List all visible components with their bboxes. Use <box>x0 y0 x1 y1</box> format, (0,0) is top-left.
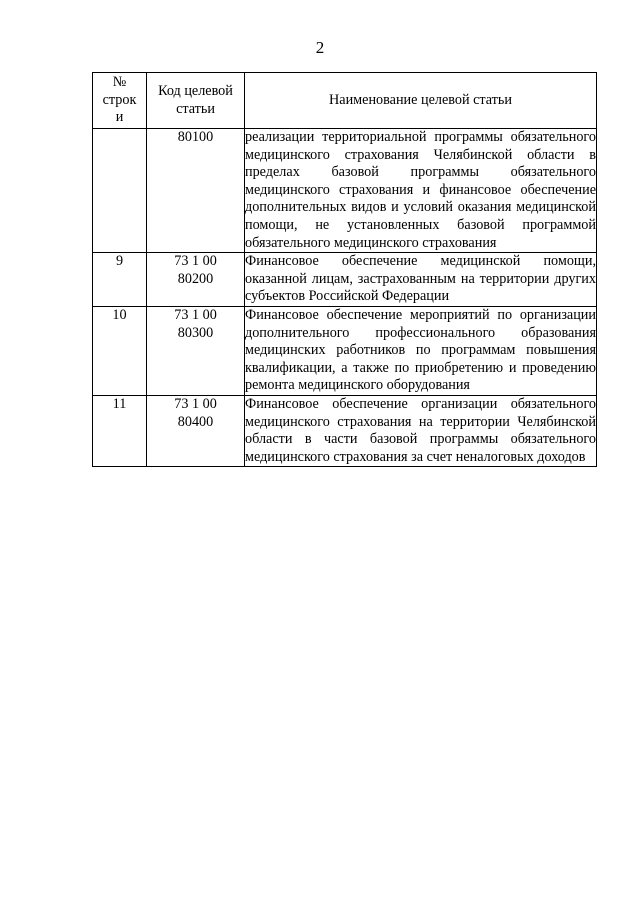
row-number: 9 <box>93 253 147 307</box>
target-code-line: 80300 <box>177 324 214 341</box>
target-code <box>147 306 245 395</box>
header-target-code <box>147 73 245 129</box>
table-row <box>93 395 597 466</box>
row-number: 10 <box>93 306 147 395</box>
target-name: Финансовое обеспечение организации обязательного медицинского страхования на территории Челябинской области в части базовой программы обязательного медицинского страхования за счет неналоговых доходов <box>245 395 597 466</box>
table-row <box>93 253 597 307</box>
target-code-line: 73 1 00 <box>174 253 217 270</box>
target-code <box>147 253 245 307</box>
header-target-code-line: статьи <box>176 100 215 117</box>
row-number: 11 <box>93 395 147 466</box>
target-name: Финансовое обеспечение медицинской помощи, оказанной лицам, застрахованным на территории других субъектов Российской Федерации <box>245 253 597 307</box>
target-code <box>147 129 245 253</box>
target-code-line: 80200 <box>177 270 214 287</box>
target-code-line: 73 1 00 <box>174 395 217 412</box>
target-code-line: 80100 <box>177 129 214 145</box>
header-target-name: Наименование целевой статьи <box>245 73 597 129</box>
target-code-line: 80400 <box>177 413 214 430</box>
header-row-number-line: и <box>115 109 124 126</box>
target-name: Финансовое обеспечение мероприятий по организации дополнительного профессионального образования медицинских работников по программам повышения квалификации, а также по приобретению и проведению ремонта медицинского оборудования <box>245 306 597 395</box>
row-number <box>93 129 147 253</box>
table-header-row <box>93 73 597 129</box>
table-row <box>93 129 597 253</box>
table-row <box>93 306 597 395</box>
header-row-number-line: строк <box>102 91 137 108</box>
header-row-number-line: № <box>112 74 127 91</box>
header-target-code-line: Код целевой <box>158 82 233 99</box>
target-items-table <box>92 72 597 467</box>
target-code <box>147 395 245 466</box>
header-row-number <box>93 73 147 129</box>
page-number: 2 <box>315 38 325 57</box>
target-code-line: 73 1 00 <box>174 306 217 323</box>
target-name: реализации территориальной программы обязательного медицинского страхования Челябинской области в пределах базовой программы обязательного медицинского страхования и финансовое обеспечение дополнительных видов и условий оказания медицинской помощи, не установленных базовой программой обязательного медицинского страхования <box>245 129 597 253</box>
